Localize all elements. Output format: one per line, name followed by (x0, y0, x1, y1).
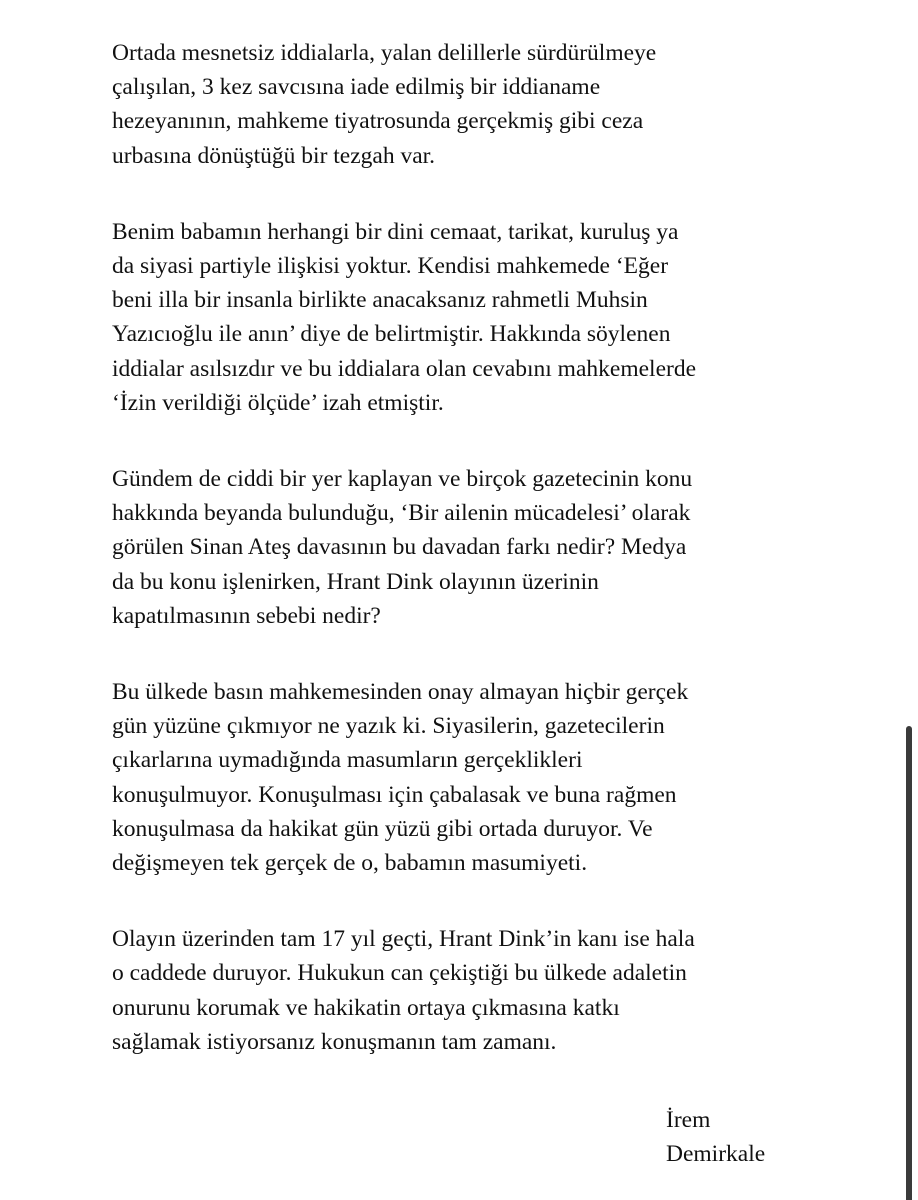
signature-last-name: Demirkale (666, 1141, 766, 1167)
paragraph-2 (112, 215, 832, 420)
paragraph-4 (112, 675, 832, 880)
text-line: konuşulmuyor. Konuşulması için çabalasak ve buna rağmen (112, 781, 677, 808)
paragraph-1 (112, 36, 832, 173)
text-line: Bu ülkede basın mahkemesinden onay almayan hiçbir gerçek (112, 679, 689, 706)
text-line: konuşulmasa da hakikat gün yüzü gibi ortada duruyor. Ve (112, 815, 653, 842)
text-line: onurunu korumak ve hakikatin ortaya çıkmasına katkı (112, 994, 620, 1021)
text-line: Ortada mesnetsiz iddialarla, yalan delillerle sürdürülmeye (112, 40, 657, 66)
text-line: Gündem de ciddi bir yer kaplayan ve birçok gazetecinin konu (112, 466, 693, 493)
text-line: da siyasi partiyle ilişkisi yoktur. Kendisi mahkemede ‘Eğer (112, 253, 669, 280)
signature-block (666, 1103, 765, 1171)
letter-body (112, 36, 832, 1101)
text-line: görülen Sinan Ateş davasının bu davadan farkı nedir? Medya (112, 534, 687, 561)
text-line: da bu konu işlenirken, Hrant Dink olayının üzerinin (112, 568, 599, 595)
text-line: kapatılmasının sebebi nedir? (112, 602, 381, 629)
text-line: iddialar asılsızdır ve bu iddialara olan cevabını mahkemelerde (112, 355, 697, 382)
text-line: gün yüzüne çıkmıyor ne yazık ki. Siyasilerin, gazetecilerin (112, 713, 665, 740)
paragraph-5 (112, 922, 832, 1059)
text-line: hezeyanının, mahkeme tiyatrosunda gerçekmiş gibi ceza (112, 108, 644, 135)
text-line: Olayın üzerinden tam 17 yıl geçti, Hrant Dink’in kanı ise hala (112, 926, 695, 953)
text-line: urbasına dönüştüğü bir tezgah var. (112, 142, 436, 169)
text-line: çalışılan, 3 kez savcısına iade edilmiş bir iddianame (112, 74, 601, 101)
text-line: beni illa bir insanla birlikte anacaksanız rahmetli Muhsin (112, 287, 648, 314)
text-line: sağlamak istiyorsanız konuşmanın tam zamanı. (112, 1028, 557, 1055)
text-line: Yazıcıoğlu ile anın’ diye de belirtmiştir. Hakkında söylenen (112, 321, 671, 348)
text-line: ‘İzin verildiği ölçüde’ izah etmiştir. (112, 389, 444, 416)
signature-first-name: İrem (666, 1107, 711, 1133)
text-line: o caddede duruyor. Hukukun can çekiştiği bu ülkede adaletin (112, 960, 687, 987)
text-line: Benim babamın herhangi bir dini cemaat, tarikat, kuruluş ya (112, 218, 679, 245)
text-line: hakkında beyanda bulunduğu, ‘Bir ailenin mücadelesi’ olarak (112, 500, 691, 527)
paragraph-3 (112, 462, 832, 633)
vertical-scrollbar[interactable] (906, 726, 912, 1200)
text-line: değişmeyen tek gerçek de o, babamın masumiyeti. (112, 850, 588, 877)
text-line: çıkarlarına uymadığında masumların gerçeklikleri (112, 747, 583, 774)
